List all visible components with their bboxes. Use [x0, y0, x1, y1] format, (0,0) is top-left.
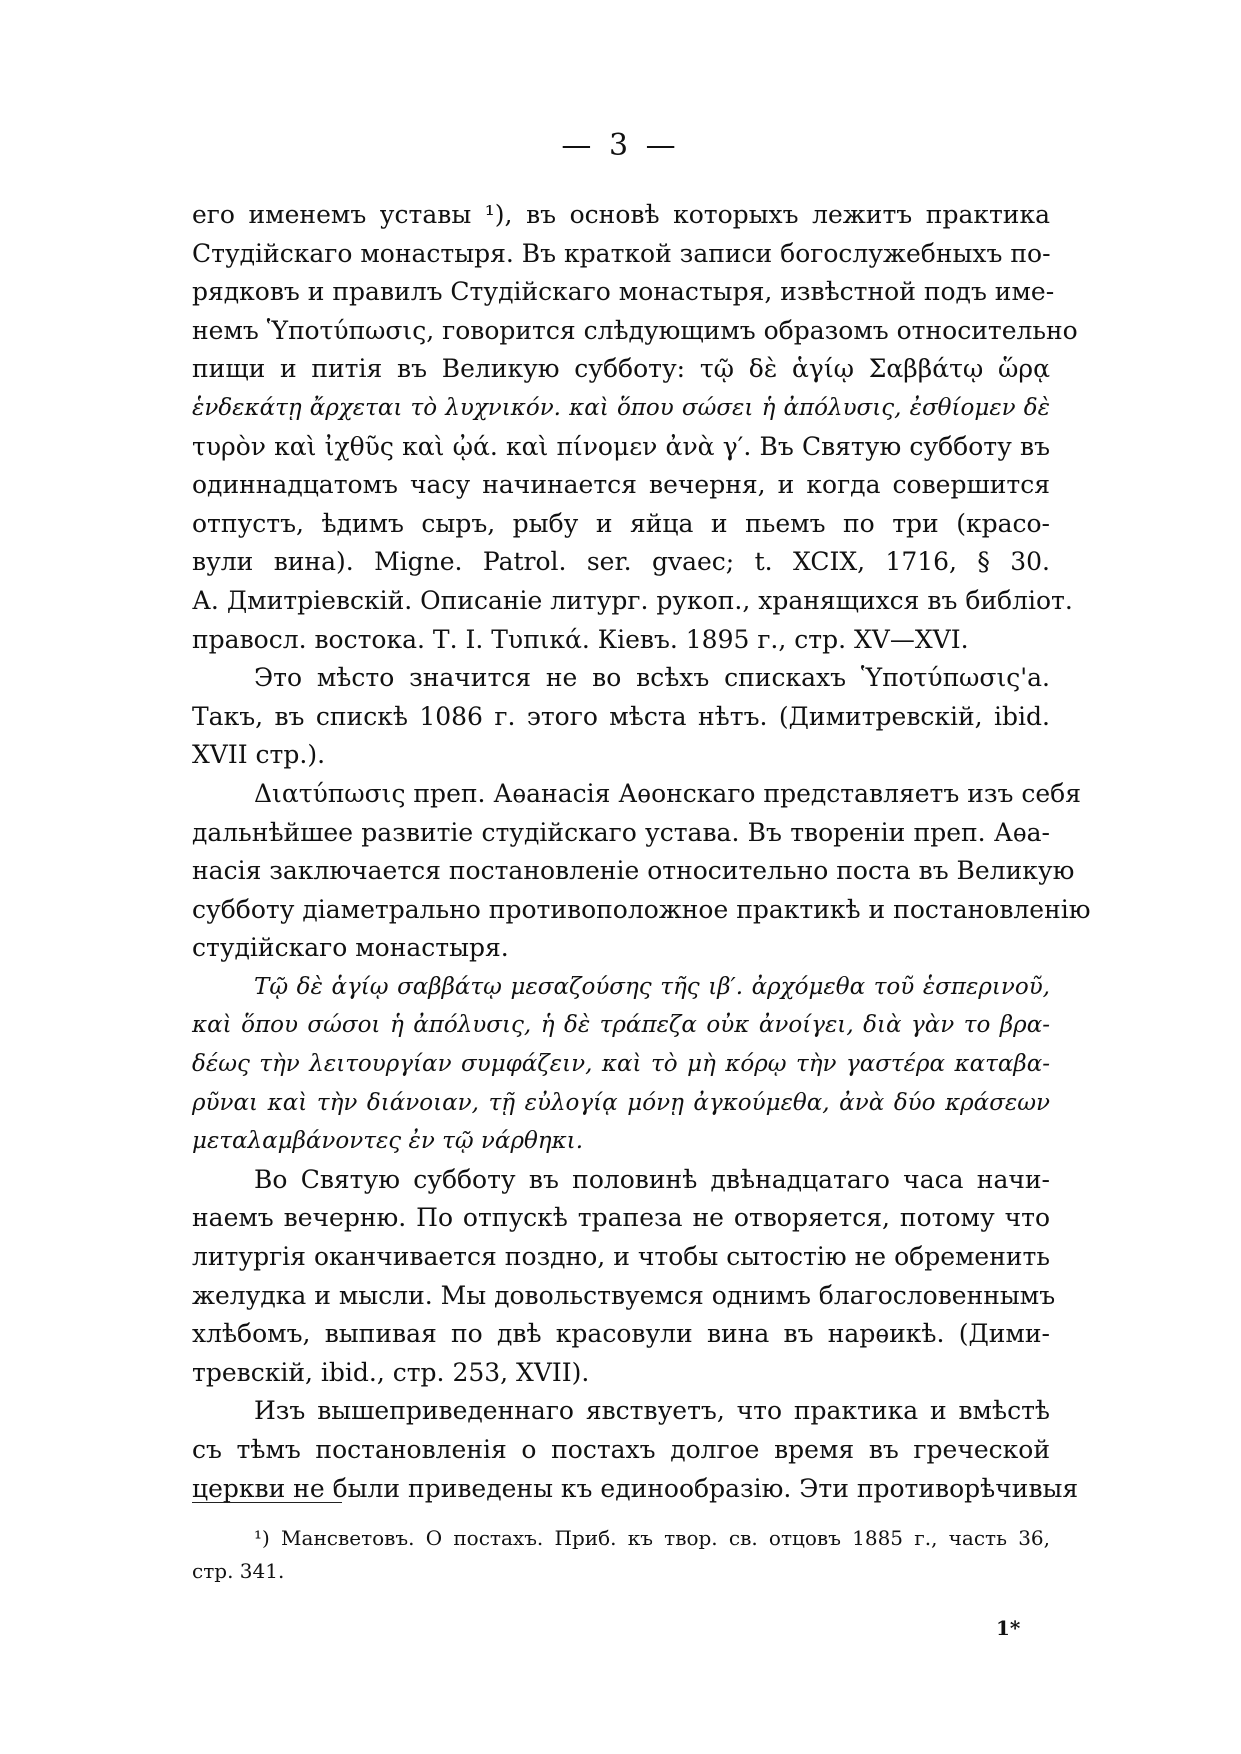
- footnotes: [192, 1522, 1050, 1588]
- body-text: [192, 196, 1091, 1508]
- text-line: съ тѣмъ постановленія о постахъ долгое время въ греческой: [192, 1435, 1050, 1464]
- text-line: Это мѣсто значится не во всѣхъ спискахъ Ὑποτύπωσις'a.: [254, 663, 1050, 693]
- text-line: немъ Ὑποτύπωσις, говорится слѣдующимъ образомъ относительно: [192, 315, 1078, 345]
- text-line: тревскій, ibid., стр. 253, XVII).: [192, 1357, 590, 1387]
- text-line: А. Дмитріевскій. Описаніе литург. рукоп., хранящихся въ библіот.: [192, 585, 1073, 615]
- text-line: ρῦναι καὶ τὴν διάνοιαν, τῇ εὐλογίᾳ μόνῃ ἀγκούμεθα, ἀνὰ δύο κράσεων: [192, 1089, 1050, 1116]
- text-line: μεταλαμβάνοντες ἐν τῷ νάρθηκι.: [192, 1128, 583, 1155]
- footnote-divider: [192, 1502, 342, 1503]
- page-number: — 3 —: [561, 128, 680, 163]
- text-line: τυρὸν καὶ ἰχθῦς καὶ ᾠά. καὶ πίνομεν ἀνὰ γ′. Въ Святую субботу въ: [192, 431, 1050, 461]
- text-line: его именемъ уставы ¹), въ основѣ которыхъ лежитъ практика: [192, 200, 1050, 229]
- text-line: наемъ вечерню. По отпускѣ трапеза не отворяется, потому что: [192, 1203, 1050, 1233]
- text-line: дальнѣйшее развитіе студійскаго устава. Въ твореніи преп. Аѳа-: [192, 817, 1050, 847]
- text-line: хлѣбомъ, выпивая по двѣ красовули вина въ нарѳикѣ. (Дими-: [192, 1319, 1050, 1349]
- text-line: XVII стр.).: [192, 740, 326, 770]
- text-line: Διατύπωσις преп. Аѳанасія Аѳонскаго представляетъ изъ себя: [254, 778, 1081, 808]
- footnote-line: стр. 341.: [192, 1559, 285, 1583]
- printer-signature-mark: 1*: [996, 1616, 1021, 1640]
- text-line: рядковъ и правилъ Студійскаго монастыря, извѣстной подъ име-: [192, 277, 1055, 307]
- text-line: пищи и питія въ Великую субботу: τῷ δὲ ἁγίῳ Σαββάτῳ ὥρᾳ: [192, 354, 1050, 384]
- text-line: Изъ вышеприведеннаго явствуетъ, что практика и вмѣстѣ: [254, 1396, 1050, 1426]
- text-line: одиннадцатомъ часу начинается вечерня, и когда совершится: [192, 470, 1050, 500]
- text-line: Τῷ δὲ ἁγίῳ σαββάτῳ μεσαζούσης τῆς ιβ′. ἀρχόμεθα τοῦ ἑσπερινοῦ,: [254, 973, 1050, 1000]
- text-line: отпустъ, ѣдимъ сыръ, рыбу и яйца и пьемъ по три (красо-: [192, 508, 1050, 538]
- text-line: литургія оканчивается поздно, и чтобы сытостію не обременить: [192, 1242, 1050, 1272]
- text-line: ἑνδεκάτῃ ἄρχεται τὸ λυχνικόν. καὶ ὅπου σώσει ἡ ἀπόλυσις, ἐσθίομεν δὲ: [192, 394, 1050, 421]
- text-line: Во Святую субботу въ половинѣ двѣнадцатаго часа начи-: [254, 1164, 1050, 1194]
- text-line: субботу діаметрально противоположное практикѣ и постановленію: [192, 894, 1091, 924]
- text-line: правосл. востока. Т. І. Τυπικά. Кіевъ. 1895 г., стр. XV—XVI.: [192, 624, 969, 654]
- text-line: Такъ, въ спискѣ 1086 г. этого мѣста нѣтъ. (Димитревскій, ibid.: [192, 701, 1050, 731]
- text-line: δέως τὴν λειτουργίαν συμφάζειν, καὶ τὸ μὴ κόρῳ τὴν γαστέρα καταβα-: [192, 1051, 1050, 1078]
- text-line: Студійскаго монастыря. Въ краткой записи богослужебныхъ по-: [192, 238, 1051, 268]
- text-line: студійскаго монастыря.: [192, 933, 509, 963]
- text-line: насія заключается постановленіе относительно поста въ Великую: [192, 856, 1075, 886]
- text-line: вули вина). Migne. Patrol. ser. gvaec; t. XCIX, 1716, § 30.: [192, 547, 1050, 577]
- text-line: желудка и мысли. Мы довольствуемся однимъ благословеннымъ: [192, 1280, 1056, 1310]
- footnote-line: ¹) Мансветовъ. О постахъ. Приб. къ твор. св. отцовъ 1885 г., часть 36,: [254, 1526, 1050, 1550]
- text-line: церкви не были приведены къ единообразію. Эти противорѣчивыя: [192, 1473, 1079, 1503]
- text-line: καὶ ὅπου σώσοι ἡ ἀπόλυσις, ἡ δὲ τράπεζα οὐκ ἀνοίγει, διὰ γὰν το βρα-: [192, 1012, 1050, 1039]
